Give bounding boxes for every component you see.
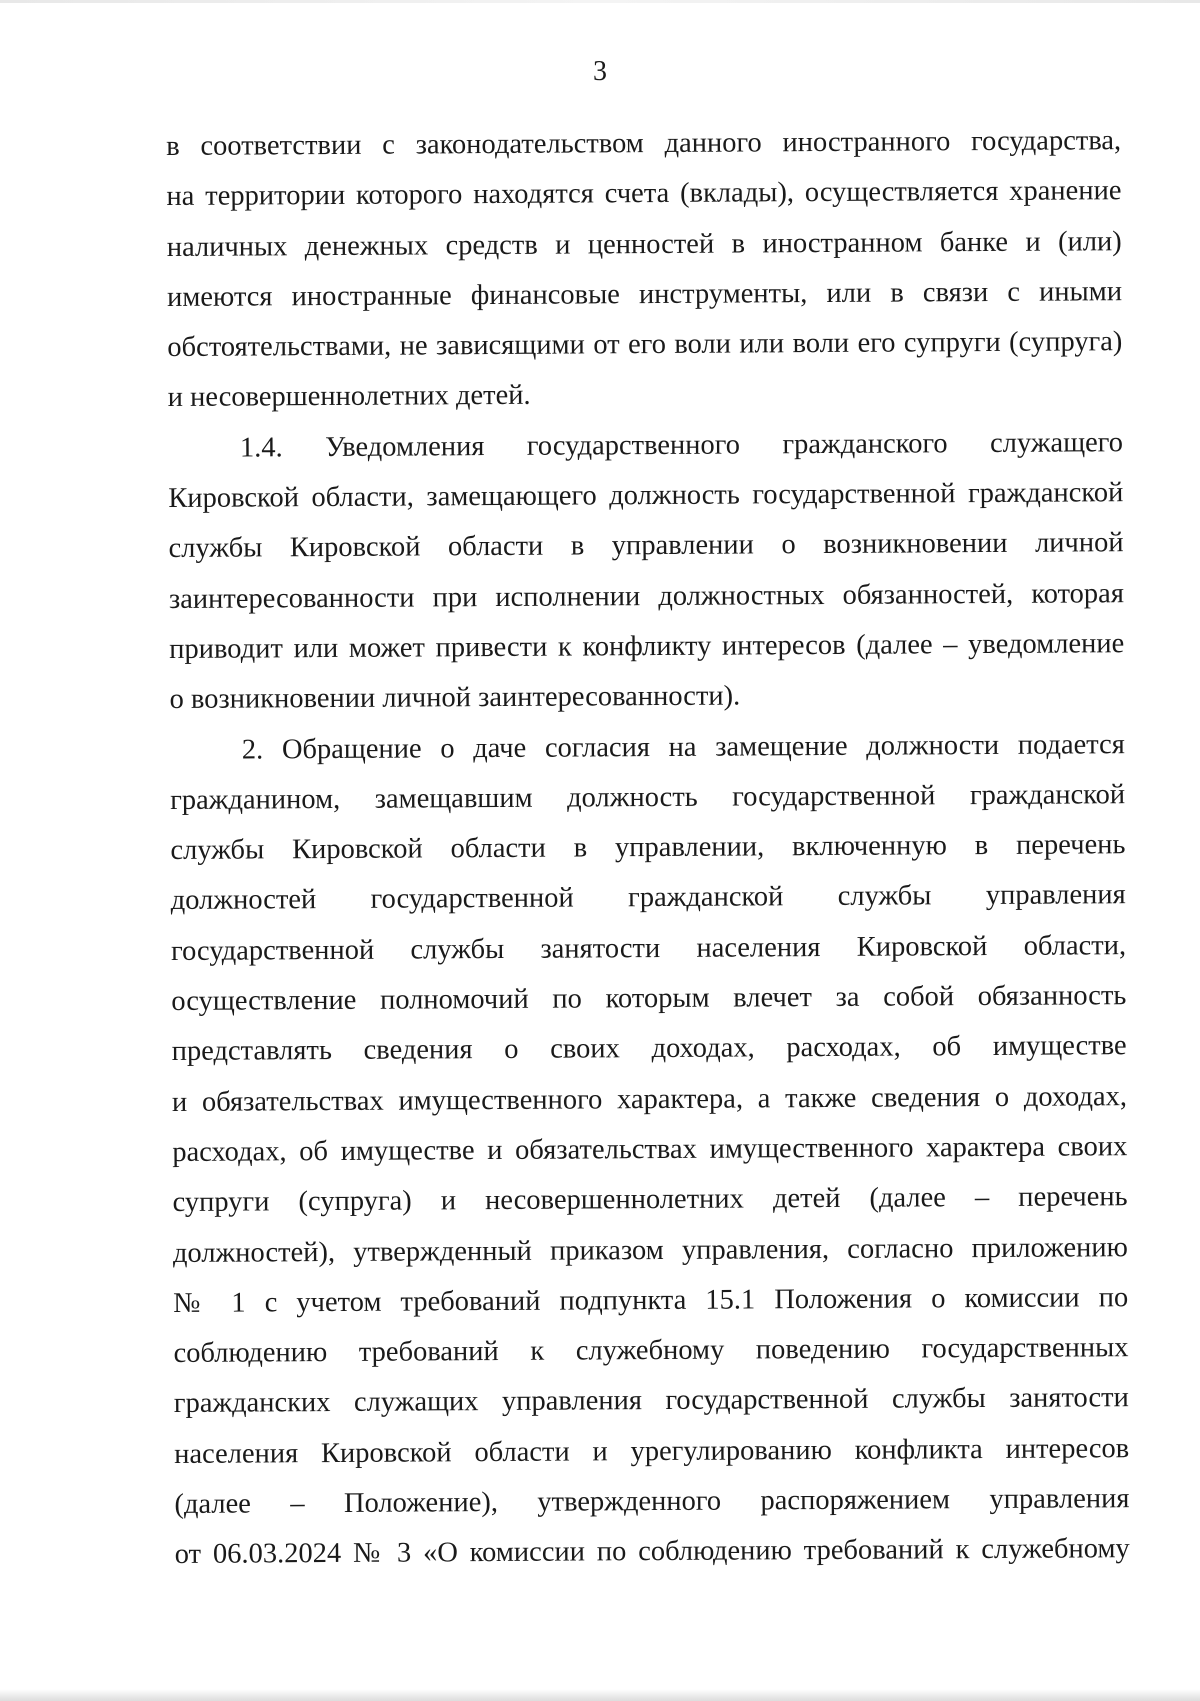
text-line: 1.4. Уведомления государственного гражданского служащего xyxy=(239,426,1124,464)
text-line: службы Кировской области в управлении, включенную в перечень xyxy=(170,829,1126,867)
text-line: населения Кировской области и урегулированию конфликта интересов xyxy=(174,1432,1130,1470)
text-line: соблюдению требований к служебному поведению государственных xyxy=(173,1332,1129,1370)
text-line: № 1 с учетом требований подпункта 15.1 Положения о комиссии по xyxy=(173,1281,1129,1319)
page-number: 3 xyxy=(593,56,607,87)
text-line: и несовершеннолетних детей. xyxy=(167,380,531,414)
text-line: гражданином, замещавшим должность государственной гражданской xyxy=(170,779,1126,816)
text-line: гражданских служащих управления государственной службы занятости xyxy=(173,1382,1129,1420)
text-line: на территории которого находятся счета (вклады), осуществляется хранение xyxy=(166,175,1122,213)
text-line: и обязательствах имущественного характера, а также сведения о доходах, xyxy=(171,1080,1128,1118)
text-line: имеются иностранные финансовые инструменты, или в связи с иными xyxy=(166,276,1123,313)
text-line: должностей государственной гражданской службы управления xyxy=(170,879,1126,917)
text-line: службы Кировской области в управлении о возникновении личной xyxy=(168,527,1124,565)
text-line: Кировской области, замещающего должность государственной гражданской xyxy=(168,477,1124,515)
text-line: осуществление полномочий по которым влечет за собой обязанность xyxy=(171,980,1127,1018)
text-line: представлять сведения о своих доходах, расходах, об имуществе xyxy=(171,1030,1127,1068)
text-line: заинтересованности при исполнении должностных обязанностей, которая xyxy=(168,577,1124,615)
text-line: должностей), утвержденный приказом управления, согласно приложению xyxy=(172,1231,1128,1269)
text-line: супруги (супруга) и несовершеннолетних детей (далее – перечень xyxy=(172,1181,1128,1219)
text-line: 2. Обращение о даче согласия на замещение должности подается xyxy=(241,728,1125,766)
text-line: приводит или может привести к конфликту интересов (далее – уведомление xyxy=(169,628,1125,665)
text-line: государственной службы занятости населения Кировской области, xyxy=(170,929,1127,967)
text-line: наличных денежных средств и ценностей в иностранном банке и (или) xyxy=(166,225,1122,263)
document-body xyxy=(166,116,1130,1580)
text-line: расходах, об имуществе и обязательствах имущественного характера своих xyxy=(172,1131,1128,1168)
text-line: (далее – Положение), утвержденного распоряжением управления xyxy=(174,1483,1130,1520)
text-line: от 06.03.2024 № 3 «О комиссии по соблюдению требований к служебному xyxy=(174,1533,1130,1571)
text-line: о возникновении личной заинтересованности). xyxy=(169,680,741,716)
text-line: обстоятельствами, не зависящими от его воли или воли его супруги (супруга) xyxy=(167,326,1123,364)
scan-bottom-edge xyxy=(0,1689,1200,1701)
text-line: в соответствии с законодательством данного иностранного государства, xyxy=(166,125,1122,162)
scan-top-edge xyxy=(0,0,1200,3)
